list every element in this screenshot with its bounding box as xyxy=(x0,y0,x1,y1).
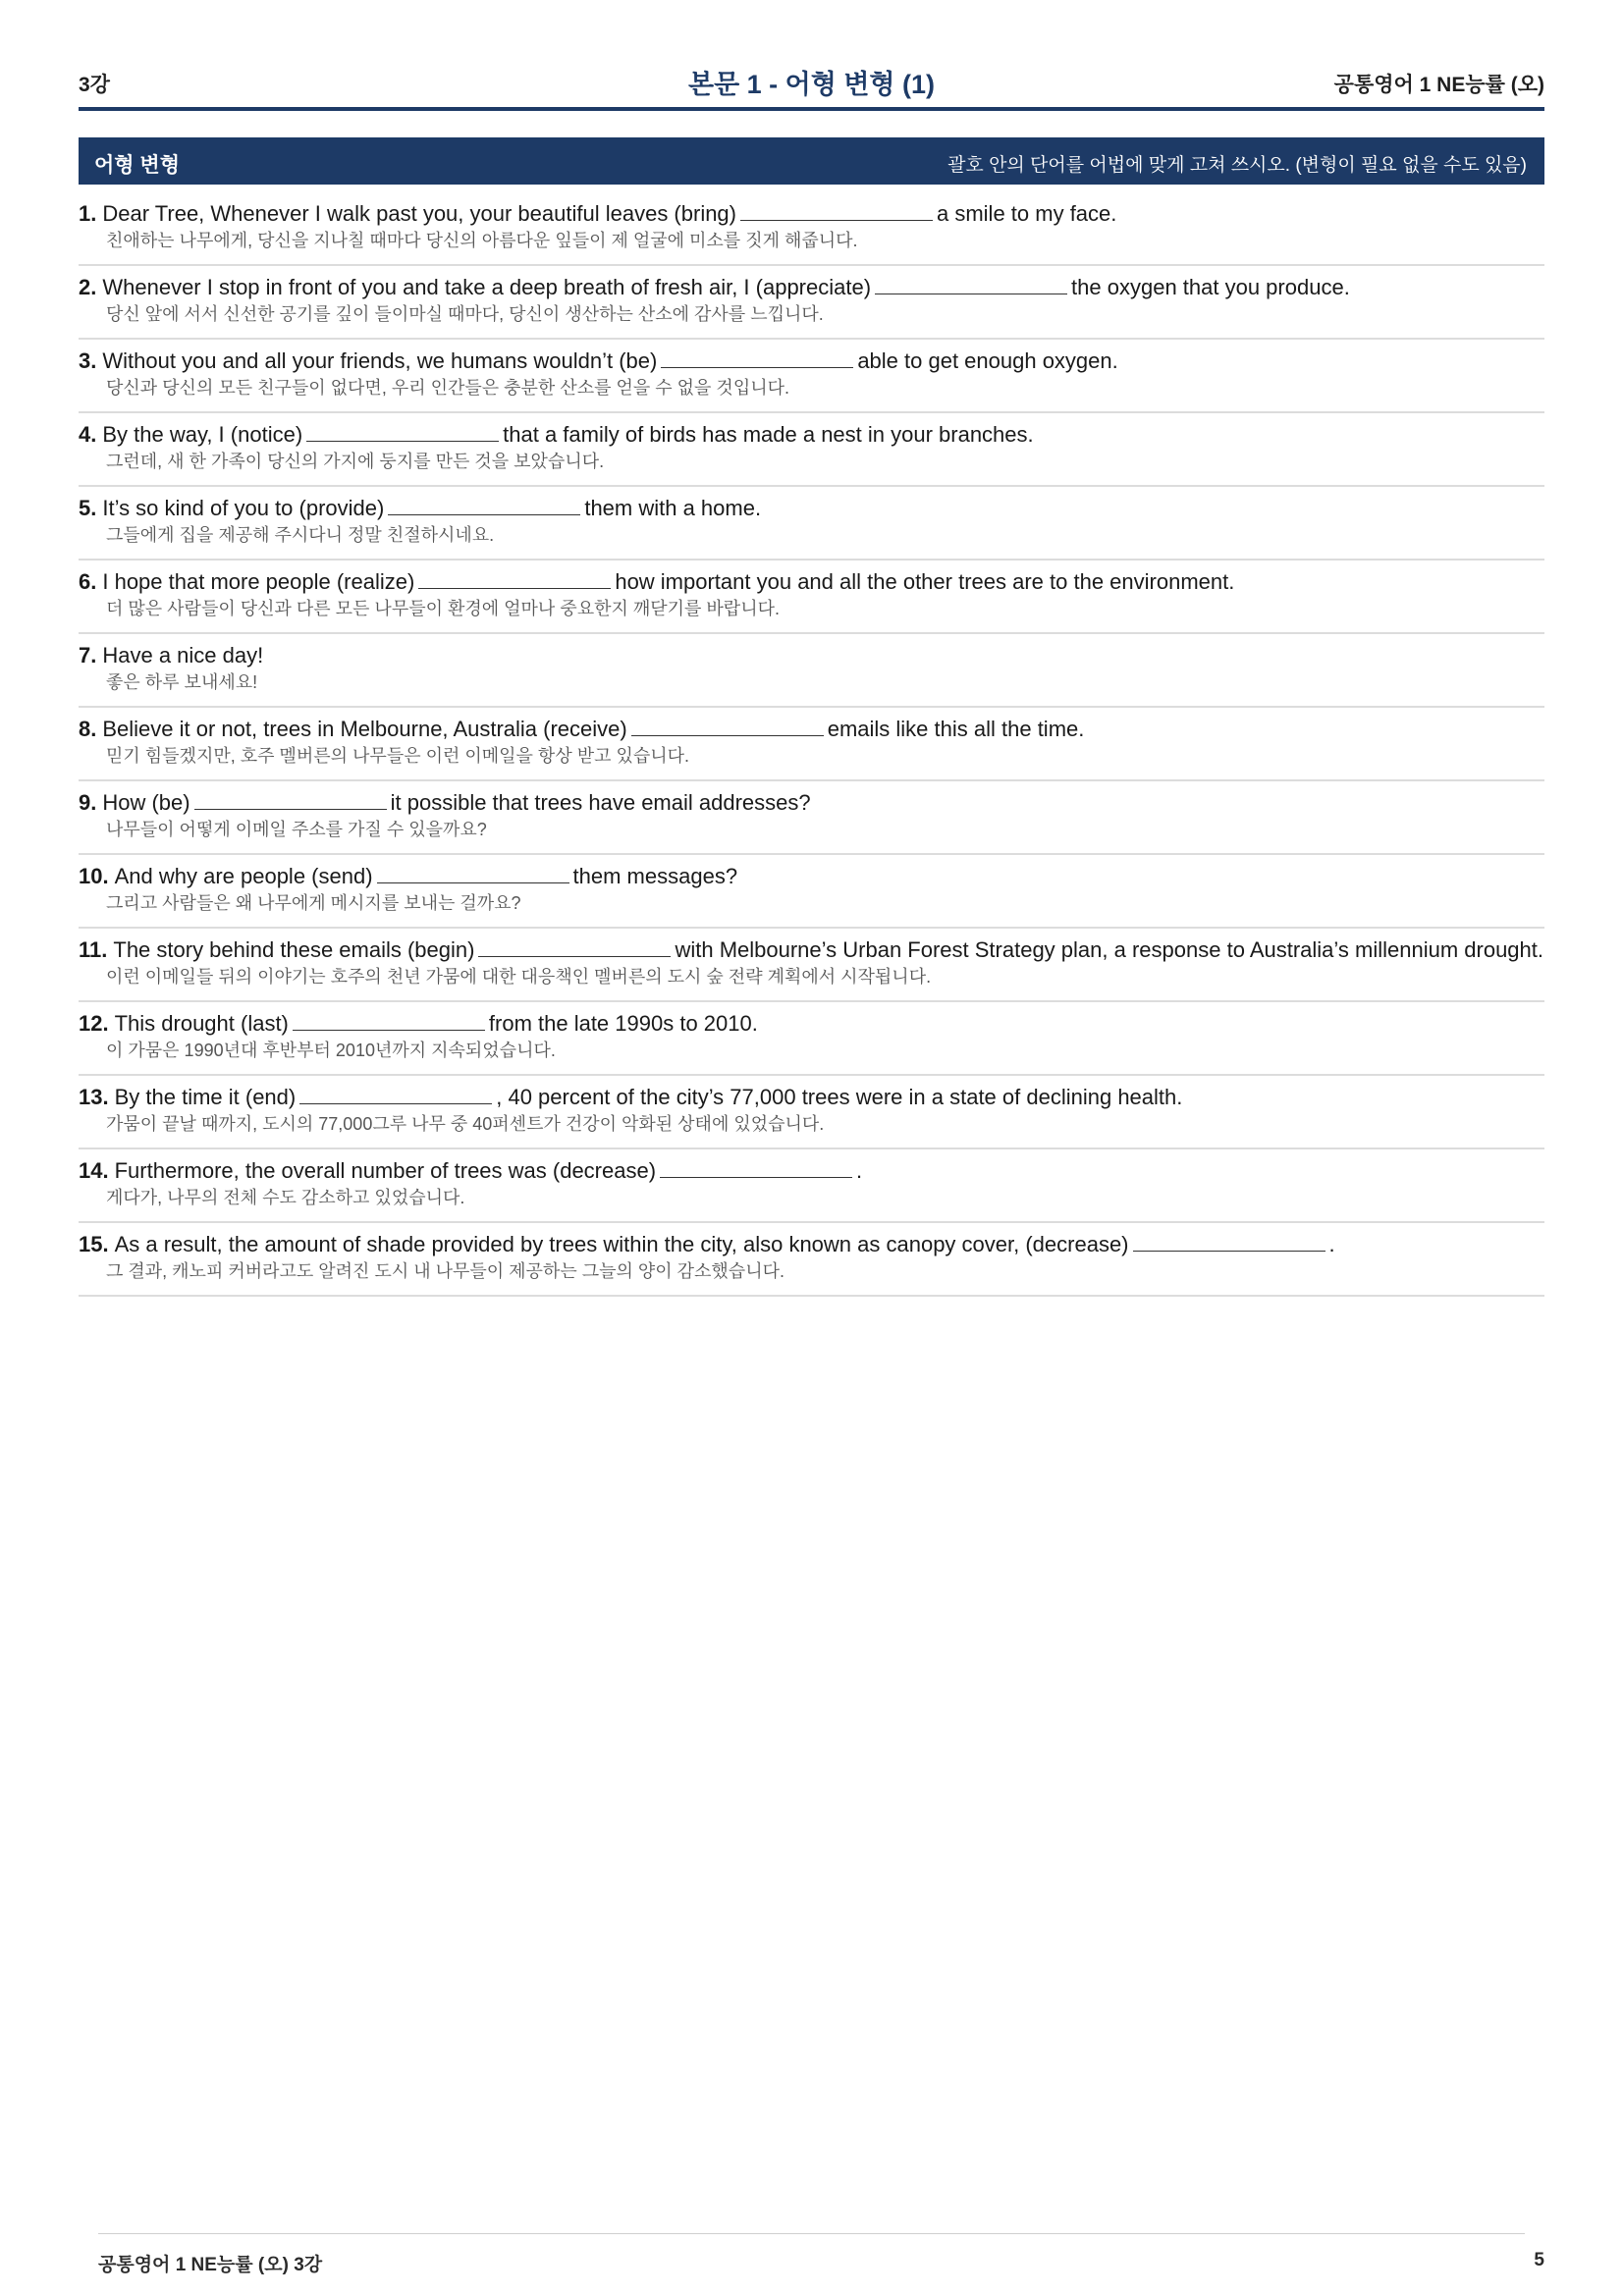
question-item xyxy=(79,708,1544,781)
question-line xyxy=(79,494,1544,522)
question-number: 11. xyxy=(79,937,108,962)
section-header-bar xyxy=(79,137,1544,185)
question-text-before: Believe it or not, trees in Melbourne, Australia (receive) xyxy=(102,717,627,741)
question-translation: 더 많은 사람들이 당신과 다른 모든 나무들이 환경에 얼마나 중요한지 깨닫기를 바랍니다. xyxy=(106,599,780,618)
question-text-before: Furthermore, the overall number of trees was (decrease) xyxy=(114,1158,657,1183)
question-text-after: the oxygen that you produce. xyxy=(1071,275,1350,299)
question-translation: 이 가뭄은 1990년대 후반부터 2010년까지 지속되었습니다. xyxy=(106,1041,556,1060)
question-item xyxy=(79,855,1544,929)
question-number: 14. xyxy=(79,1158,109,1183)
question-text-before: Dear Tree, Whenever I walk past you, your beautiful leaves (bring) xyxy=(102,201,736,226)
question-text-after: them messages? xyxy=(572,864,738,888)
question-number: 15. xyxy=(79,1232,109,1256)
question-text-after: them with a home. xyxy=(584,496,762,520)
page-number: 5 xyxy=(1534,2250,1544,2270)
question-text-before: By the way, I (notice) xyxy=(102,422,303,447)
question-number: 1. xyxy=(79,201,97,226)
question-text-after: . xyxy=(1328,1232,1335,1256)
question-number: 13. xyxy=(79,1085,109,1109)
question-list xyxy=(79,192,1544,1297)
question-number: 10. xyxy=(79,864,109,888)
question-item xyxy=(79,266,1544,340)
question-line xyxy=(79,862,1544,890)
question-line xyxy=(79,715,1544,743)
question-number: 8. xyxy=(79,717,97,741)
question-item xyxy=(79,340,1544,413)
question-line xyxy=(79,935,1544,964)
answer-blank[interactable] xyxy=(293,1011,485,1031)
question-item xyxy=(79,487,1544,561)
answer-blank[interactable] xyxy=(377,864,569,883)
question-text-before: It’s so kind of you to (provide) xyxy=(102,496,385,520)
question-translation: 당신과 당신의 모든 친구들이 없다면, 우리 인간들은 충분한 산소를 얻을 수 없을 것입니다. xyxy=(106,378,789,398)
question-line xyxy=(79,273,1544,301)
question-item xyxy=(79,561,1544,634)
question-text-after: able to get enough oxygen. xyxy=(857,348,1118,373)
question-item xyxy=(79,413,1544,487)
answer-blank[interactable] xyxy=(631,717,824,736)
question-translation: 친애하는 나무에게, 당신을 지나칠 때마다 당신의 아름다운 잎들이 제 얼굴에 미소를 짓게 해줍니다. xyxy=(106,231,858,250)
question-text-before: Have a nice day! xyxy=(102,643,264,667)
answer-blank[interactable] xyxy=(306,422,499,442)
lesson-label: 3강 xyxy=(79,74,110,96)
question-text-after: from the late 1990s to 2010. xyxy=(488,1011,758,1036)
question-number: 12. xyxy=(79,1011,109,1036)
question-item xyxy=(79,1223,1544,1297)
question-line xyxy=(79,1009,1544,1038)
question-translation: 나무들이 어떻게 이메일 주소를 가질 수 있을까요? xyxy=(106,820,487,839)
question-text-after: . xyxy=(856,1158,863,1183)
question-number: 4. xyxy=(79,422,97,447)
question-number: 6. xyxy=(79,569,97,594)
question-text-after: , 40 percent of the city’s 77,000 trees were in a state of declining health. xyxy=(496,1085,1183,1109)
question-item xyxy=(79,781,1544,855)
answer-blank[interactable] xyxy=(661,348,853,368)
answer-blank[interactable] xyxy=(875,275,1067,294)
question-translation: 가뭄이 끝날 때까지, 도시의 77,000그루 나무 중 40퍼센트가 건강이 악화된 상태에 있었습니다. xyxy=(106,1114,825,1134)
question-translation: 당신 앞에 서서 신선한 공기를 깊이 들이마실 때마다, 당신이 생산하는 산소에 감사를 느낍니다. xyxy=(106,304,824,324)
answer-blank[interactable] xyxy=(299,1085,492,1104)
answer-blank[interactable] xyxy=(740,201,933,221)
question-number: 5. xyxy=(79,496,97,520)
question-text-after: emails like this all the time. xyxy=(827,717,1085,741)
question-line xyxy=(79,788,1544,817)
answer-blank[interactable] xyxy=(660,1158,852,1178)
answer-blank[interactable] xyxy=(478,937,671,957)
question-translation: 그들에게 집을 제공해 주시다니 정말 친절하시네요. xyxy=(106,525,495,545)
answer-blank[interactable] xyxy=(418,569,611,589)
question-text-before: Whenever I stop in front of you and take a deep breath of fresh air, I (appreciate) xyxy=(102,275,872,299)
question-text-after: it possible that trees have email addresses? xyxy=(390,790,811,815)
section-instruction: 괄호 안의 단어를 어법에 맞게 고쳐 쓰시오. (변형이 필요 없을 수도 있음) xyxy=(947,155,1527,176)
question-item xyxy=(79,1149,1544,1223)
question-line xyxy=(79,1230,1544,1258)
book-label: 공통영어 1 NE능률 (오) xyxy=(1333,74,1544,96)
question-text-before: This drought (last) xyxy=(114,1011,289,1036)
question-line xyxy=(79,420,1544,449)
question-line xyxy=(79,1156,1544,1185)
question-text-before: The story behind these emails (begin) xyxy=(113,937,475,962)
footer-book-label: 공통영어 1 NE능률 (오) 3강 xyxy=(98,2255,323,2275)
question-text-after: that a family of birds has made a nest in your branches. xyxy=(503,422,1034,447)
question-translation: 그리고 사람들은 왜 나무에게 메시지를 보내는 걸까요? xyxy=(106,893,521,913)
answer-blank[interactable] xyxy=(388,496,580,515)
question-text-after: a smile to my face. xyxy=(937,201,1117,226)
question-number: 9. xyxy=(79,790,97,815)
section-title: 어형 변형 xyxy=(94,154,180,177)
question-text-before: How (be) xyxy=(102,790,190,815)
header-divider xyxy=(79,107,1544,111)
question-number: 2. xyxy=(79,275,97,299)
page-header xyxy=(79,61,1544,100)
question-translation: 이런 이메일들 뒤의 이야기는 호주의 천년 가뭄에 대한 대응책인 멜버른의 도시 숲 전략 계획에서 시작됩니다. xyxy=(106,967,932,987)
question-line xyxy=(79,347,1544,375)
question-line xyxy=(79,567,1544,596)
question-item xyxy=(79,192,1544,266)
question-text-before: And why are people (send) xyxy=(114,864,373,888)
question-number: 7. xyxy=(79,643,97,667)
footer-divider xyxy=(98,2233,1525,2234)
question-translation: 믿기 힘들겠지만, 호주 멜버른의 나무들은 이런 이메일을 항상 받고 있습니다. xyxy=(106,746,690,766)
question-translation: 그런데, 새 한 가족이 당신의 가지에 둥지를 만든 것을 보았습니다. xyxy=(106,452,605,471)
question-text-after: with Melbourne’s Urban Forest Strategy plan, a response to Australia’s millennium drought. xyxy=(675,937,1544,962)
question-item xyxy=(79,634,1544,708)
question-text-before: I hope that more people (realize) xyxy=(102,569,415,594)
question-line xyxy=(79,641,1544,669)
question-translation: 그 결과, 캐노피 커버라고도 알려진 도시 내 나무들이 제공하는 그늘의 양이 감소했습니다. xyxy=(106,1261,784,1281)
question-number: 3. xyxy=(79,348,97,373)
question-translation: 게다가, 나무의 전체 수도 감소하고 있었습니다. xyxy=(106,1188,465,1207)
question-text-after: how important you and all the other trees are to the environment. xyxy=(615,569,1235,594)
question-text-before: Without you and all your friends, we humans wouldn’t (be) xyxy=(102,348,658,373)
question-item xyxy=(79,1076,1544,1149)
question-line xyxy=(79,199,1544,228)
question-line xyxy=(79,1083,1544,1111)
question-item xyxy=(79,1002,1544,1076)
answer-blank[interactable] xyxy=(194,790,387,810)
question-text-before: As a result, the amount of shade provided by trees within the city, also known as canopy cover, (decrease) xyxy=(114,1232,1129,1256)
question-item xyxy=(79,929,1544,1002)
answer-blank[interactable] xyxy=(1133,1232,1325,1252)
page-title: 본문 1 - 어형 변형 (1) xyxy=(687,70,935,99)
question-text-before: By the time it (end) xyxy=(114,1085,297,1109)
question-translation: 좋은 하루 보내세요! xyxy=(106,672,258,692)
